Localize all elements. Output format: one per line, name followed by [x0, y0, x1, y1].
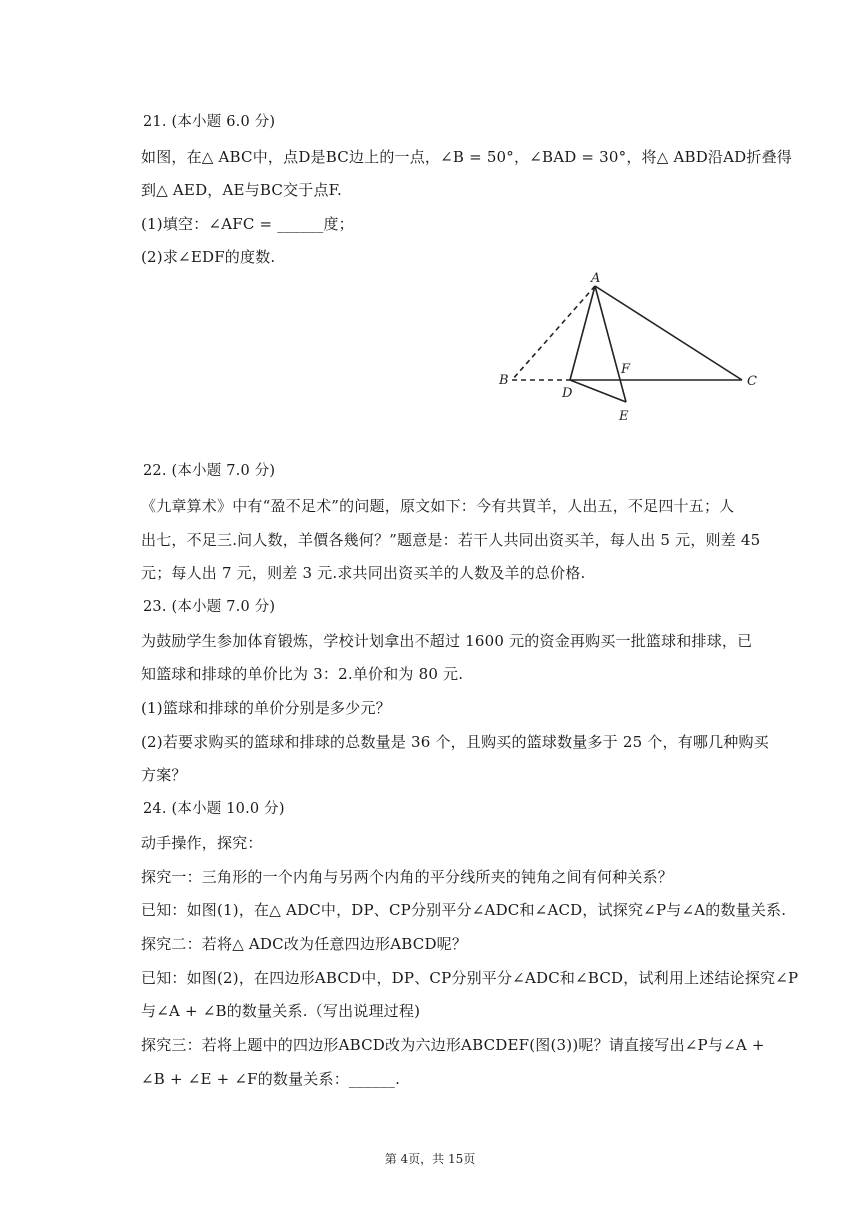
q23-header: 23. (本小题 7.0 分) — [143, 599, 276, 615]
q22-text-line1: 《九章算术》中有“盈不足术”的问题，原文如下：今有共買羊，人出五，不足四十五；人 — [141, 497, 735, 515]
q24-text-line8: ∠B + ∠E + ∠F的数量关系：______. — [141, 1070, 401, 1088]
q23-part2-line1: (2)若要求购买的篮球和排球的总数量是 36 个，且购买的篮球数量多于 25 个，有哪几种购买 — [141, 733, 769, 751]
q21-triangle-figure — [490, 270, 770, 430]
page-footer: 第 4页，共 15页 — [384, 1152, 476, 1166]
q21-part1: (1)填空：∠AFC = ______度； — [141, 215, 354, 233]
q24-text-line7: 探究三：若将上题中的四边形ABCD改为六边形ABCDEF(图(3))呢？请直接写出∠P与∠A + — [141, 1036, 765, 1054]
q24-text-line6: 与∠A + ∠B的数量关系.（写出说理过程) — [141, 1002, 421, 1020]
segment-de — [570, 380, 626, 402]
q23-text-line1: 为鼓励学生参加体育锻炼，学校计划拿出不超过 1600 元的资金再购买一批篮球和排球，已 — [141, 632, 753, 650]
q21-header: 21. (本小题 6.0 分) — [143, 114, 276, 130]
q22-text-line2: 出七，不足三.问人数，羊價各幾何？”题意是：若干人共同出资买羊，每人出 5 元，则差 45 — [141, 531, 761, 549]
q21-text-line1: 如图，在△ ABC中，点D是BC边上的一点，∠B = 50°，∠BAD = 30°，将△ ABD沿AD折叠得 — [141, 148, 792, 166]
q22-text-line3: 元；每人出 7 元，则差 3 元.求共同出资买羊的人数及羊的总价格. — [141, 564, 586, 582]
label-b: B — [499, 373, 509, 388]
q24-text-line4: 探究二：若将△ ADC改为任意四边形ABCD呢？ — [141, 935, 468, 953]
q23-part2-line2: 方案？ — [141, 766, 187, 784]
q24-text-line2: 探究一：三角形的一个内角与另两个内角的平分线所夹的钝角之间有何种关系？ — [141, 868, 674, 886]
q22-header: 22. (本小题 7.0 分) — [143, 463, 276, 479]
q24-header: 24. (本小题 10.0 分) — [143, 801, 285, 817]
q21-part2: (2)求∠EDF的度数. — [141, 248, 276, 266]
q24-text-line5: 已知：如图(2)，在四边形ABCD中，DP、CP分别平分∠ADC和∠BCD，试利用上述结论探究∠P — [141, 969, 799, 987]
label-f: F — [621, 362, 631, 377]
q24-text-line1: 动手操作，探究： — [141, 834, 263, 852]
label-d: D — [562, 386, 573, 401]
label-e: E — [619, 409, 629, 424]
label-c: C — [747, 374, 757, 389]
q23-part1: (1)篮球和排球的单价分别是多少元？ — [141, 699, 391, 717]
label-a: A — [591, 271, 601, 286]
q23-text-line2: 知篮球和排球的单价比为 3：2.单价和为 80 元. — [141, 665, 464, 683]
triangle-diagram — [490, 270, 770, 430]
q24-text-line3: 已知：如图(1)，在△ ADC中，DP、CP分别平分∠ADC和∠ACD，试探究∠P与∠A的数量关系. — [141, 901, 787, 919]
q21-text-line2: 到△ AED，AE与BC交于点F. — [141, 181, 342, 199]
